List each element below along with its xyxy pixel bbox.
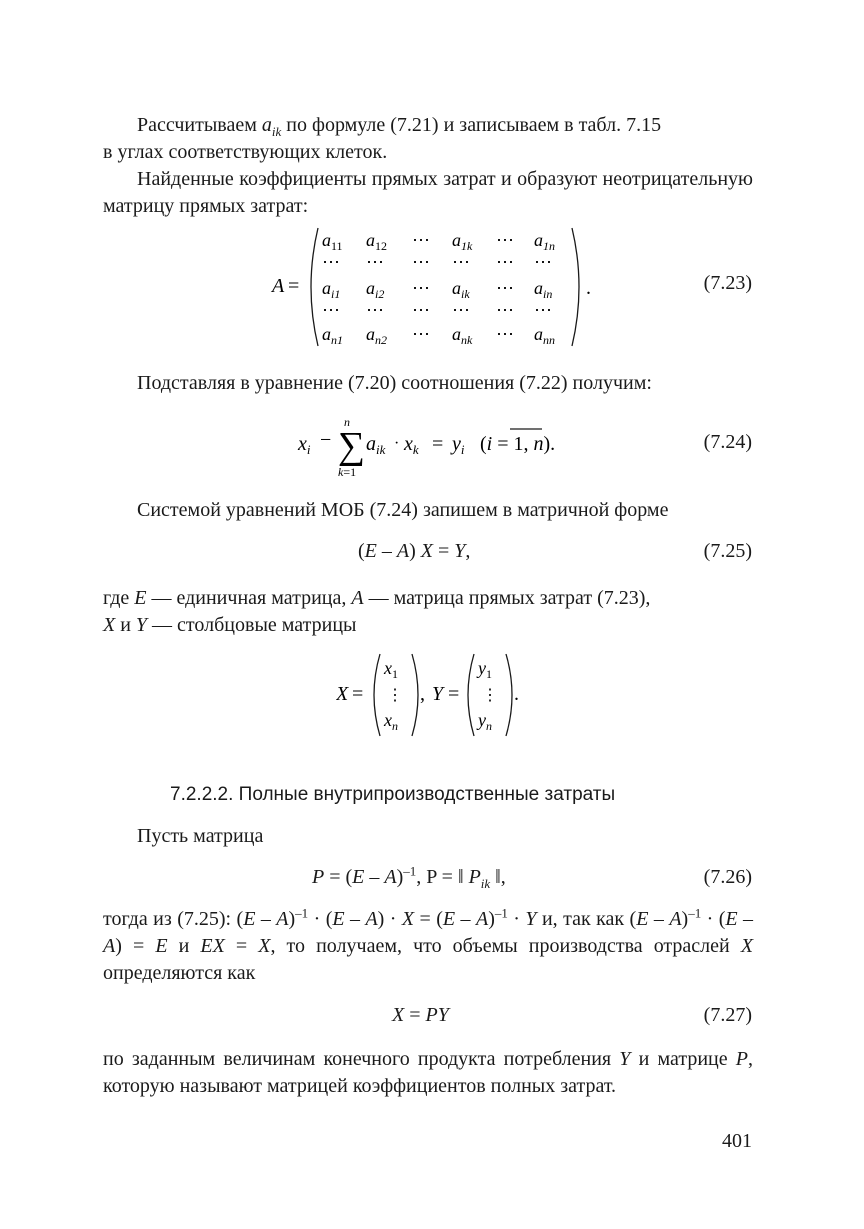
paragraph-5-text-d: и <box>115 614 136 636</box>
paragraph-1-text-b: по формуле (7.21) и записываем в табл. 7.15 <box>281 114 662 136</box>
svg-text:⋯: ⋯ <box>496 252 514 272</box>
paragraph-4 <box>103 497 753 524</box>
paragraph-3-text: Подставляя в уравнение (7.20) соотношения (7.22) получим: <box>137 372 652 394</box>
svg-text:⋯: ⋯ <box>412 230 430 250</box>
svg-text:∑: ∑ <box>338 425 366 467</box>
svg-text:y1: $y_1$ <box>478 658 492 681</box>
svg-text:⋯: ⋯ <box>496 324 514 344</box>
svg-text:⋯: ⋯ <box>534 300 552 320</box>
equation-7-26: P = (E – A)$^{-1}$, P = ‖ $P_{ik}$ ‖, <box>312 863 506 891</box>
svg-text:a12: $a_{12}$ <box>366 230 387 253</box>
svg-text:=: = <box>352 683 364 705</box>
equation-7-27: X = PY <box>392 1004 449 1026</box>
paragraph-2 <box>103 166 753 220</box>
svg-text:ain: $a_{in}$ <box>534 278 553 301</box>
svg-text:an2: $a_{n2}$ <box>366 324 387 347</box>
svg-text:⋯: ⋯ <box>412 278 430 298</box>
svg-text:yn: $y_n$ <box>478 710 492 733</box>
equation-7-25: (E – A) X = Y, <box>358 540 471 562</box>
paragraph-6 <box>103 823 753 850</box>
svg-text:⋮: ⋮ <box>482 687 498 704</box>
paragraph-1-text-c: в углах соответствующих клеток. <box>103 141 388 163</box>
svg-text:x1: $x_1$ <box>384 658 398 681</box>
svg-text:n: n <box>344 415 350 429</box>
svg-text:=: = <box>432 433 444 455</box>
svg-text:xn: $x_n$ <box>384 710 398 733</box>
matrix-a-equation <box>266 222 596 352</box>
svg-text:X: X <box>336 683 349 705</box>
equation-number-7-27: (7.27) <box>703 1004 752 1026</box>
paragraph-2-text: Найденные коэффициенты прямых затрат и образуют неотрицательную матрицу прямых затрат: <box>103 168 753 217</box>
svg-text:ank: $a_{nk}$ <box>452 324 473 347</box>
svg-text:⋯: ⋯ <box>412 324 430 344</box>
equation-number-7-25: (7.25) <box>703 540 752 562</box>
equation-number-7-24: (7.24) <box>703 431 752 453</box>
svg-text:yi: $y_i$ <box>452 433 465 457</box>
svg-text:.: . <box>514 683 519 705</box>
svg-text:Y: Y <box>432 683 444 705</box>
paragraph-8: по заданным величинам конечного продукта потребления Y и матрице P, которую называют матрицей коэффициентов полных затрат. <box>103 1048 753 1097</box>
paragraph-1-line-2 <box>103 139 753 166</box>
paragraph-8-text-a: по заданным величинам конечного продукта потребления <box>103 1048 620 1070</box>
paragraph-7-text-c: , то получаем, что объемы производства отраслей <box>270 935 741 957</box>
equation-number-7-26: (7.26) <box>703 866 752 888</box>
page-number: 401 <box>722 1130 752 1152</box>
svg-text:⋯: ⋯ <box>322 300 340 320</box>
paragraph-3 <box>103 370 753 397</box>
paragraph-5-text-b: — единичная матрица, <box>146 587 352 609</box>
svg-text:⋯: ⋯ <box>534 252 552 272</box>
svg-text:ai1: $a_{i1}$ <box>322 278 341 301</box>
svg-text:(i = 1, n).: (i = 1, n). <box>480 433 556 455</box>
svg-text:·: · <box>394 435 400 452</box>
paragraph-5-text-e: — столбцовые матрицы <box>147 614 357 636</box>
svg-text:aik: $a_{ik}$ <box>452 278 470 301</box>
svg-text:a11: $a_{11}$ <box>322 230 343 253</box>
svg-text:xi: $x_i$ <box>298 433 311 457</box>
svg-text:−: − <box>320 429 332 451</box>
svg-text:,: , <box>420 683 425 705</box>
svg-text:⋯: ⋯ <box>366 300 384 320</box>
paragraph-1-text-a: Рассчитываем <box>137 114 262 136</box>
paragraph-8-text-b: и матрице <box>630 1048 736 1070</box>
svg-text:.: . <box>586 277 591 299</box>
paragraph-5-text-c: — матрица прямых затрат (7.23), <box>363 587 651 609</box>
svg-text:aik: $a_{ik}$ <box>366 433 386 457</box>
paragraph-5-line-2: X и Y — столбцовые матрицы <box>103 614 357 636</box>
svg-text:ai2: $a_{i2}$ <box>366 278 385 301</box>
svg-text:a1k: $a_{1k}$ <box>452 230 473 253</box>
paragraph-6-text: Пусть матрица <box>137 825 264 847</box>
svg-text:an1: $a_{n1}$ <box>322 324 343 347</box>
paragraph-7-text-d: определяются как <box>103 962 256 984</box>
paragraph-4-text: Системой уравнений МОБ (7.24) запишем в матричной форме <box>137 499 669 521</box>
section-heading: 7.2.2.2. Полные внутрипроизводственные затраты <box>170 784 616 805</box>
paragraph-5-text-a: где <box>103 587 135 609</box>
svg-text:xk: $x_k$ <box>404 433 419 457</box>
paragraph-8-text-c: , которую называют матрицей коэффициентов полных затрат. <box>103 1048 753 1097</box>
svg-text:⋯: ⋯ <box>366 252 384 272</box>
equation-number-7-23: (7.23) <box>703 272 752 294</box>
paragraph-7: тогда из (7.25): (E – A)$^{-1}$ · (E – A) · X = (E – A)$^{-1}$ · Y и, так как (E – A)$^{-1}$ · (E – A) = E и EX = X, то получаем, что объемы производства отраслей X определяются как <box>103 905 754 984</box>
paragraph-7-text-a: тогда из (7.25): <box>103 908 237 930</box>
svg-text:ann: $a_{nn}$ <box>534 324 555 347</box>
paragraph-5: где E — единичная матрица, A — матрица прямых затрат (7.23), <box>103 587 651 609</box>
svg-text:⋯: ⋯ <box>496 300 514 320</box>
svg-text:a1n: $a_{1n}$ <box>534 230 555 253</box>
column-matrices <box>336 650 536 740</box>
svg-text:=: = <box>288 275 300 297</box>
paragraph-1: Рассчитываем $a_{ik}$ по формуле (7.21) и записываем в табл. 7.15 <box>137 114 662 139</box>
svg-text:⋮: ⋮ <box>387 687 403 704</box>
equation-7-24 <box>296 414 566 478</box>
svg-text:⋯: ⋯ <box>496 278 514 298</box>
svg-text:⋯: ⋯ <box>496 230 514 250</box>
svg-text:⋯: ⋯ <box>412 252 430 272</box>
svg-text:k=1: k=1 <box>338 465 357 478</box>
svg-text:⋯: ⋯ <box>452 252 470 272</box>
svg-text:⋯: ⋯ <box>452 300 470 320</box>
svg-text:A: A <box>272 275 285 297</box>
svg-text:=: = <box>448 683 460 705</box>
svg-text:⋯: ⋯ <box>412 300 430 320</box>
paragraph-7-text-b: и, так как <box>536 908 625 930</box>
svg-text:⋯: ⋯ <box>322 252 340 272</box>
